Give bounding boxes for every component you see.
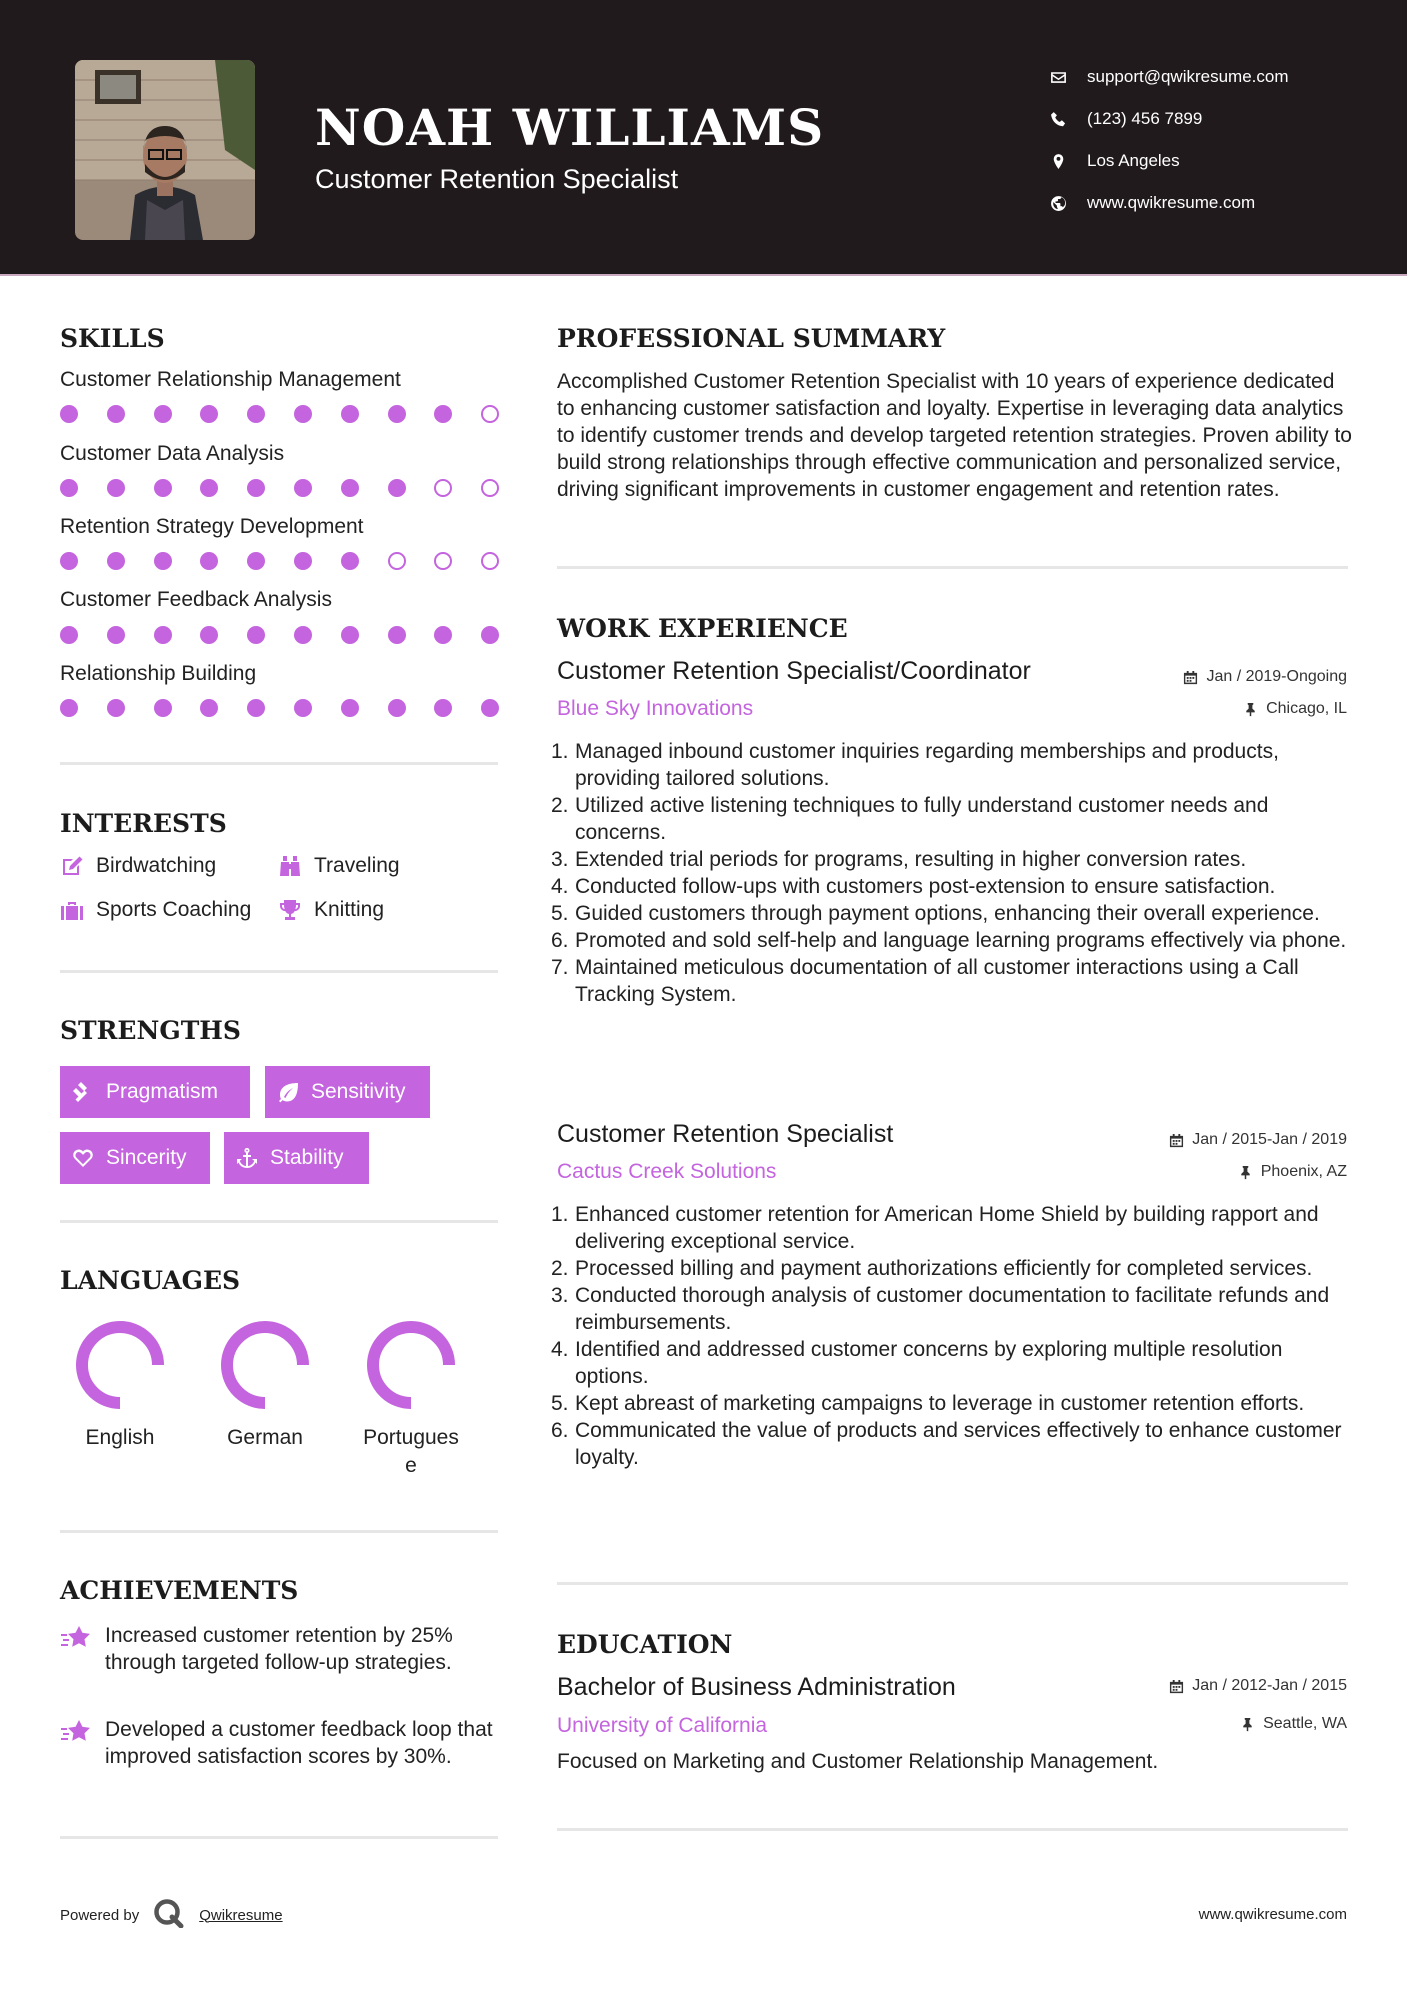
job-bullet: 1. Managed inbound customer inquiries regarding memberships and products, providing tailored solutions. (551, 740, 1279, 790)
skill-dot-filled (294, 552, 312, 570)
skill-rating (60, 699, 500, 719)
education-location: Seattle, WA (1240, 1715, 1347, 1733)
section-divider (557, 1582, 1348, 1585)
briefcase-icon (60, 899, 84, 921)
skill-dot-filled (341, 552, 359, 570)
contact-location (1050, 140, 1289, 182)
language-item (200, 1318, 330, 1452)
education-dates: Jan / 2012-Jan / 2015 (1169, 1677, 1347, 1695)
job-bullet: 3. Extended trial periods for programs, resulting in higher conversion rates. (551, 848, 1247, 871)
qwikresume-logo-icon (153, 1898, 185, 1932)
skill-dot-filled (107, 479, 125, 497)
job-bullet: 4. Conducted follow-ups with customers post-extension to ensure satisfaction. (551, 875, 1276, 898)
footer-website[interactable]: www.qwikresume.com (1198, 1906, 1347, 1923)
education-school: University of California (557, 1714, 768, 1737)
contact-website[interactable] (1050, 182, 1289, 224)
skill-dot-filled (341, 479, 359, 497)
skill-rating (60, 552, 500, 572)
skill-dot-filled (434, 699, 452, 717)
skill-name: Customer Data Analysis (60, 442, 285, 465)
skill-dot-filled (481, 626, 499, 644)
interest-item: Sports Coaching (60, 898, 251, 922)
binoculars-icon (278, 855, 302, 877)
skill-dot-empty (434, 479, 452, 497)
education-description: Focused on Marketing and Customer Relationship Management. (557, 1750, 1159, 1773)
skill-name: Customer Relationship Management (60, 368, 401, 391)
job-title: Customer Retention Specialist (557, 1120, 894, 1148)
anchor-icon (236, 1147, 258, 1169)
skill-dot-filled (247, 626, 265, 644)
skill-rating (60, 626, 500, 646)
skill-dot-filled (107, 552, 125, 570)
skill-dot-filled (388, 626, 406, 644)
skill-dot-filled (60, 479, 78, 497)
skill-rating (60, 479, 500, 499)
skill-dot-filled (200, 405, 218, 423)
skill-dot-filled (294, 699, 312, 717)
achievement-item: Increased customer retention by 25% through targeted follow-up strategies. (60, 1622, 500, 1676)
job-bullet: 5. Guided customers through payment options, enhancing their overall experience. (551, 902, 1320, 925)
job-bullet: 2. Utilized active listening techniques to fully understand customer needs and concerns. (551, 794, 1269, 844)
gavel-icon (72, 1081, 94, 1103)
contact-email-text: support@qwikresume.com (1087, 67, 1289, 86)
skill-dot-empty (434, 552, 452, 570)
skill-dot-filled (434, 626, 452, 644)
map-pin-icon (1050, 153, 1087, 170)
strength-chip: Stability (224, 1132, 369, 1184)
footer-powered-by: Powered by Qwikresume (60, 1898, 283, 1932)
language-progress-ring (218, 1318, 312, 1412)
skill-dot-filled (200, 552, 218, 570)
candidate-role: Customer Retention Specialist (315, 164, 679, 194)
skill-rating (60, 405, 500, 425)
language-progress-ring (73, 1318, 167, 1412)
skill-dot-filled (388, 479, 406, 497)
skill-dot-filled (154, 699, 172, 717)
job-bullet: 5. Kept abreast of marketing campaigns to leverage in customer retention efforts. (551, 1392, 1305, 1415)
heart-icon (72, 1147, 94, 1169)
skill-name: Relationship Building (60, 662, 257, 685)
skill-dot-filled (247, 405, 265, 423)
section-divider (557, 566, 1348, 569)
job-bullets (551, 738, 1357, 1008)
trophy-icon (278, 899, 302, 921)
job-bullet: 6. Communicated the value of products and services effectively to enhance customer loyalty. (551, 1419, 1342, 1469)
skill-dot-filled (107, 699, 125, 717)
pushpin-icon (1243, 702, 1258, 717)
section-divider (60, 970, 498, 973)
star-icon (60, 1716, 105, 1770)
skill-dot-filled (481, 699, 499, 717)
candidate-name: NOAH WILLIAMS (315, 98, 825, 157)
skill-dot-filled (434, 405, 452, 423)
skill-dot-filled (200, 479, 218, 497)
language-name: English (85, 1426, 155, 1449)
envelope-icon (1050, 69, 1087, 86)
skill-dot-filled (294, 479, 312, 497)
calendar-icon (1169, 1133, 1184, 1148)
education-degree: Bachelor of Business Administration (557, 1673, 956, 1701)
achievement-item: Developed a customer feedback loop that improved satisfaction scores by 30%. (60, 1716, 500, 1770)
interest-item: Knitting (278, 898, 384, 922)
language-name: Portugues e (363, 1426, 459, 1477)
contact-website-text: www.qwikresume.com (1087, 193, 1256, 212)
skill-dot-filled (107, 626, 125, 644)
strength-chip: Pragmatism (60, 1066, 250, 1118)
job-title: Customer Retention Specialist/Coordinator (557, 657, 1031, 685)
calendar-icon (1183, 670, 1198, 685)
skill-name: Retention Strategy Development (60, 515, 364, 538)
skill-dot-filled (200, 699, 218, 717)
interest-item: Birdwatching (60, 854, 216, 878)
skill-dot-filled (107, 405, 125, 423)
language-item (346, 1318, 476, 1480)
job-bullet: 6. Promoted and sold self-help and language learning programs effectively via phone. (551, 929, 1347, 952)
skill-dot-filled (60, 552, 78, 570)
phone-icon (1050, 111, 1087, 128)
job-bullets (551, 1201, 1357, 1471)
job-dates: Jan / 2015-Jan / 2019 (1169, 1131, 1347, 1149)
pushpin-icon (1240, 1717, 1255, 1732)
job-bullet: 7. Maintained meticulous documentation of all customer interactions using a Call Tracking System. (551, 956, 1299, 1006)
job-bullet: 3. Conducted thorough analysis of customer documentation to facilitate refunds and reimbursements. (551, 1284, 1330, 1334)
skill-dot-empty (481, 405, 499, 423)
section-divider (60, 762, 498, 765)
qwikresume-link[interactable]: Qwikresume (199, 1906, 283, 1924)
job-company: Cactus Creek Solutions (557, 1160, 777, 1183)
summary-text: Accomplished Customer Retention Specialist with 10 years of experience dedicated to enhancing customer satisfaction and loyalty. Expertise in leveraging data analytics to identify customer trends and develop targeted retention strategies. Proven ability to build strong relationships through effective communication and personalized service, driving significant improvements in customer engagement and retention rates. (557, 370, 1352, 501)
skill-dot-filled (60, 626, 78, 644)
job-bullet: 2. Processed billing and payment authorizations efficiently for completed services. (551, 1257, 1313, 1280)
skill-dot-filled (200, 626, 218, 644)
skill-dot-filled (341, 699, 359, 717)
contact-list (1050, 56, 1289, 224)
language-name: German (227, 1426, 303, 1449)
star-icon (60, 1622, 105, 1676)
skill-dot-filled (341, 626, 359, 644)
language-progress-ring (364, 1318, 458, 1412)
summary-title: PROFESSIONAL SUMMARY (557, 324, 946, 353)
pencil-square-icon (60, 855, 84, 877)
language-item (55, 1318, 185, 1452)
section-divider (60, 1220, 498, 1223)
section-divider (60, 1836, 498, 1839)
skill-dot-filled (388, 699, 406, 717)
skill-dot-filled (154, 552, 172, 570)
skill-dot-filled (247, 699, 265, 717)
strength-chip: Sincerity (60, 1132, 210, 1184)
interests-title: INTERESTS (60, 809, 227, 838)
profile-photo (75, 60, 255, 240)
strength-chip: Sensitivity (265, 1066, 430, 1118)
contact-location-text: Los Angeles (1087, 151, 1180, 170)
skill-dot-filled (60, 405, 78, 423)
skill-dot-empty (481, 479, 499, 497)
leaf-icon (277, 1081, 299, 1103)
skill-dot-filled (60, 699, 78, 717)
job-company: Blue Sky Innovations (557, 697, 754, 720)
resume-header (0, 0, 1407, 276)
contact-phone[interactable] (1050, 98, 1289, 140)
skill-dot-empty (481, 552, 499, 570)
skill-dot-empty (388, 552, 406, 570)
job-location: Phoenix, AZ (1238, 1163, 1347, 1181)
job-location: Chicago, IL (1243, 700, 1347, 718)
contact-email[interactable] (1050, 56, 1289, 98)
skill-dot-filled (154, 479, 172, 497)
experience-title: WORK EXPERIENCE (557, 614, 848, 643)
skill-dot-filled (294, 405, 312, 423)
education-title: EDUCATION (557, 1630, 733, 1659)
languages-title: LANGUAGES (60, 1266, 241, 1295)
skill-dot-filled (341, 405, 359, 423)
interest-item: Traveling (278, 854, 400, 878)
skill-name: Customer Feedback Analysis (60, 588, 332, 611)
section-divider (557, 1828, 1348, 1831)
section-divider (60, 1530, 498, 1533)
skill-dot-filled (154, 405, 172, 423)
strengths-title: STRENGTHS (60, 1016, 241, 1045)
skill-dot-filled (388, 405, 406, 423)
skill-dot-filled (294, 626, 312, 644)
achievements-title: ACHIEVEMENTS (60, 1576, 299, 1605)
skill-dot-filled (247, 552, 265, 570)
job-bullet: 1. Enhanced customer retention for American Home Shield by building rapport and delivering exceptional service. (551, 1203, 1319, 1253)
skill-dot-filled (247, 479, 265, 497)
job-bullet: 4. Identified and addressed customer concerns by exploring multiple resolution options. (551, 1338, 1283, 1388)
skills-title: SKILLS (60, 324, 165, 353)
pushpin-icon (1238, 1165, 1253, 1180)
job-dates: Jan / 2019-Ongoing (1183, 668, 1347, 686)
contact-phone-text: (123) 456 7899 (1087, 109, 1203, 128)
globe-icon (1050, 195, 1087, 212)
skill-dot-filled (154, 626, 172, 644)
calendar-icon (1169, 1679, 1184, 1694)
